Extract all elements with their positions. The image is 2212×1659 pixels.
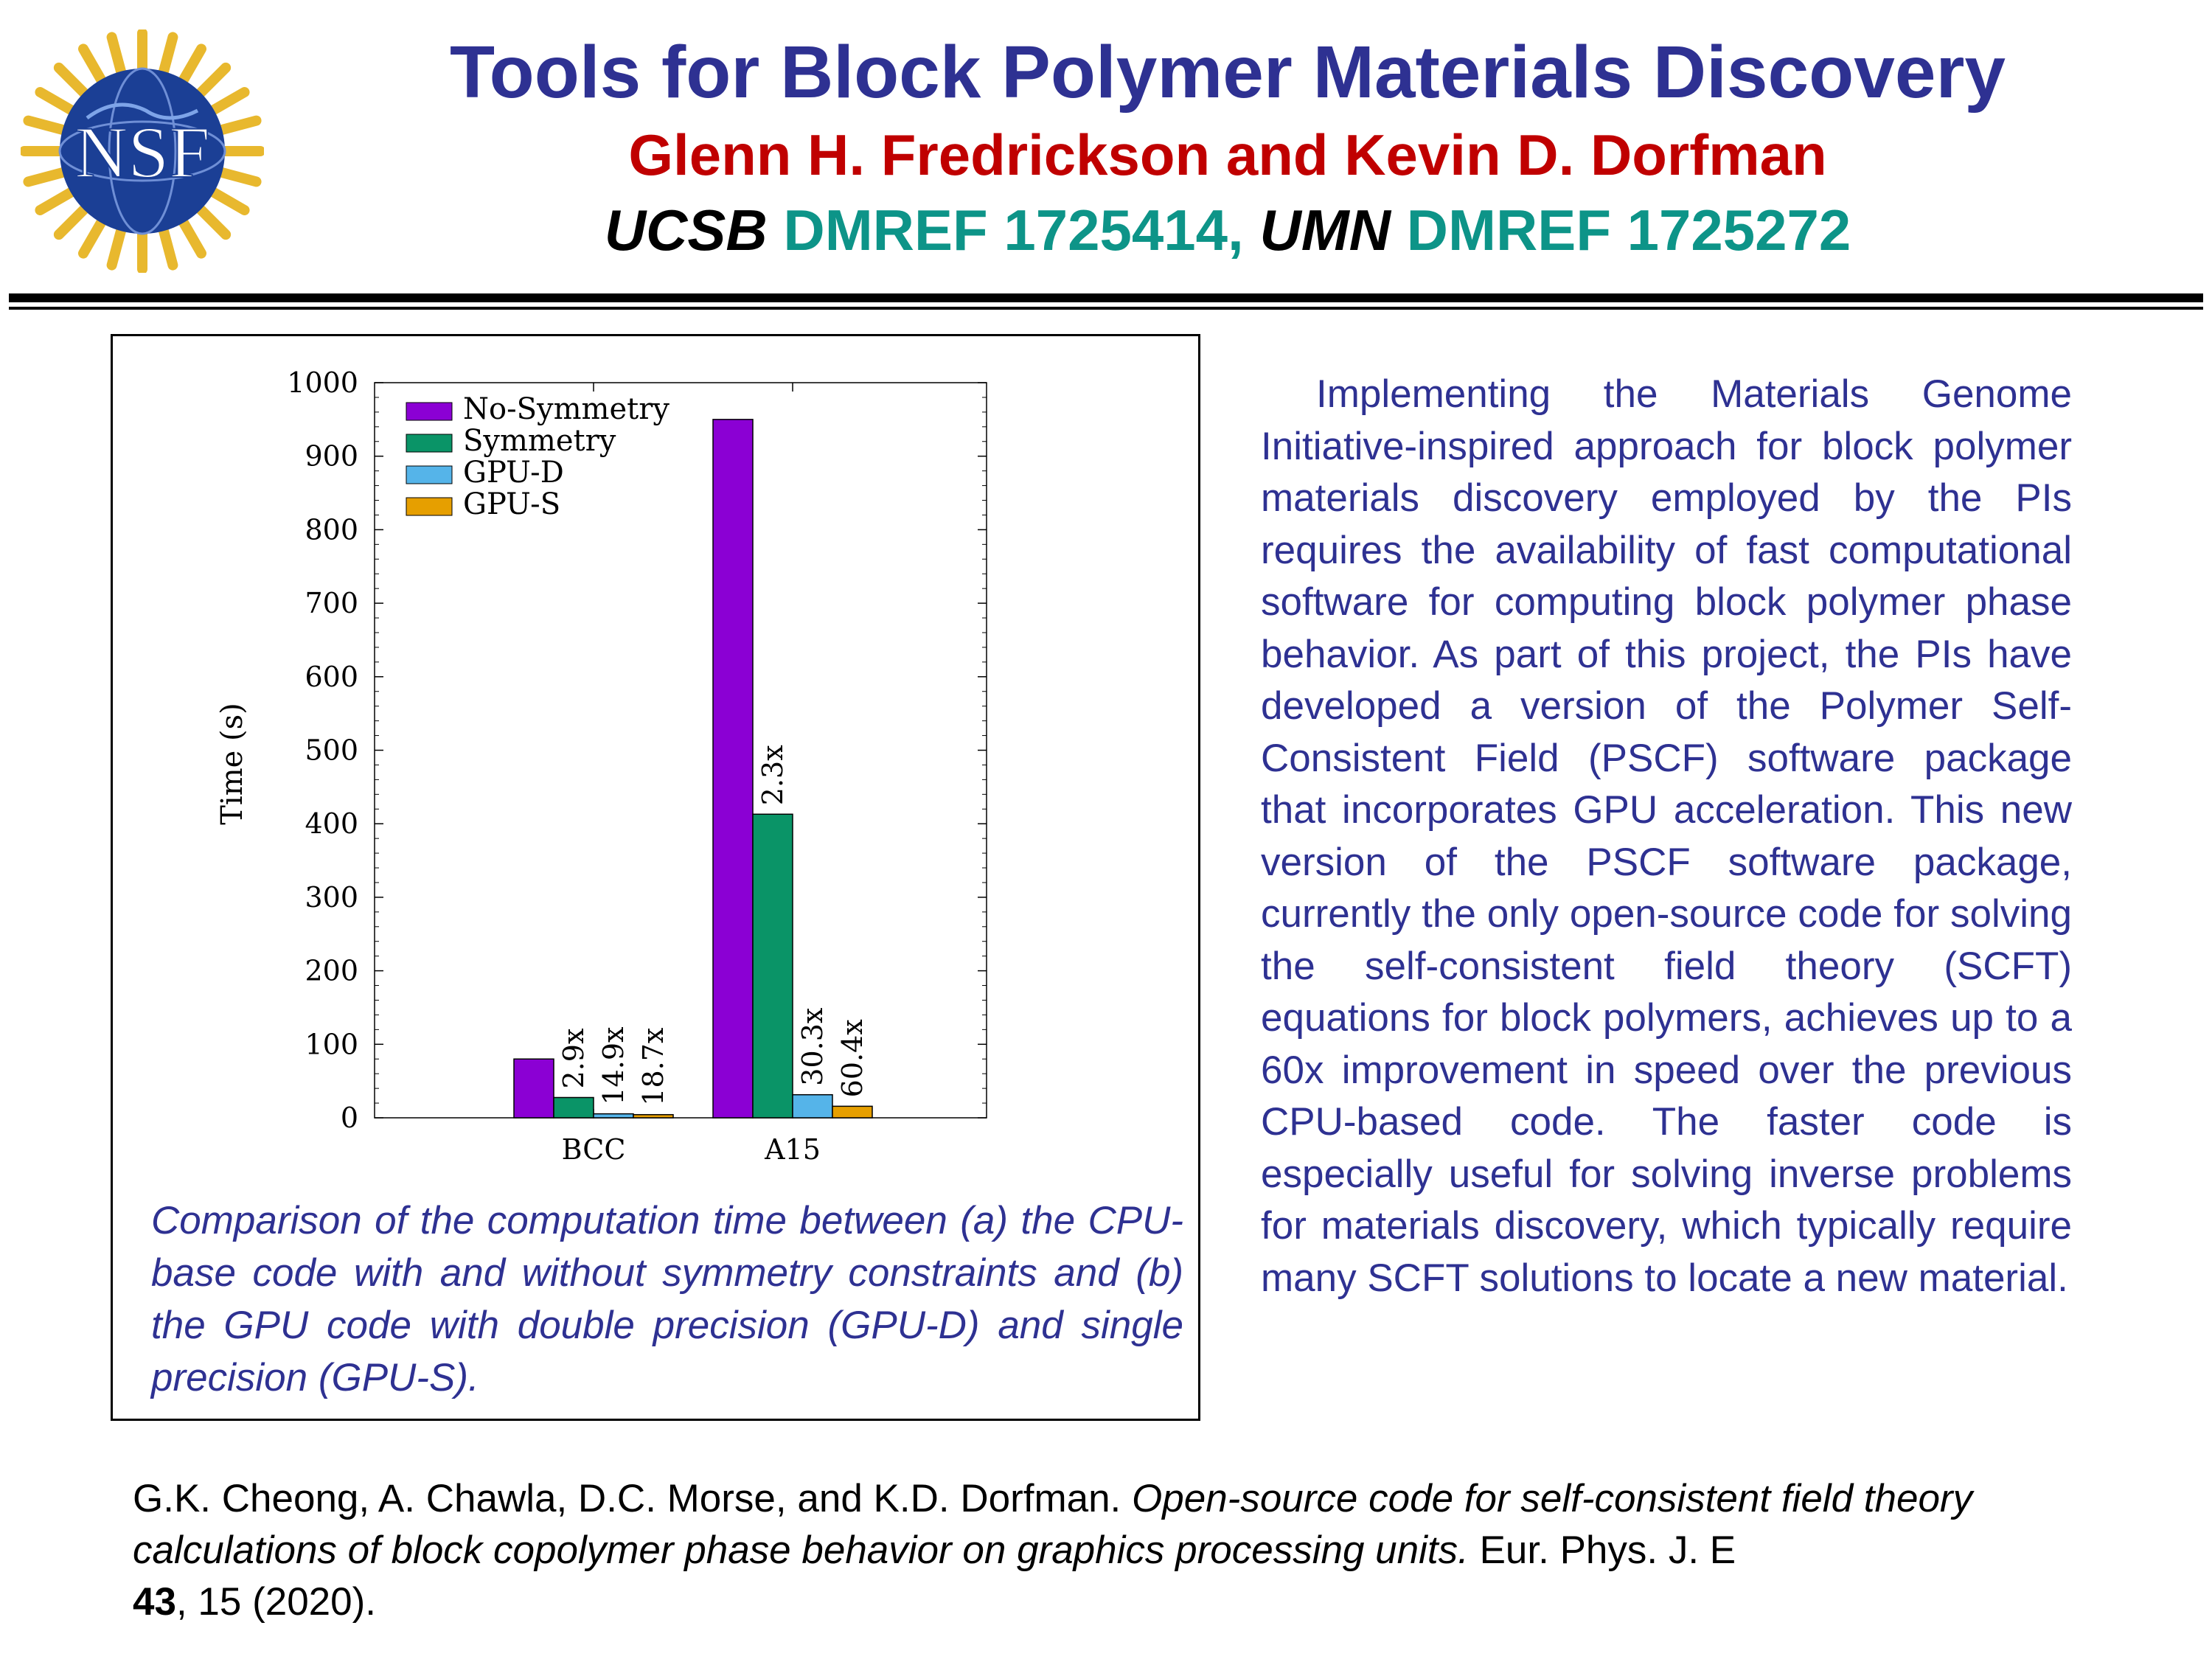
data-label: 14.9x [597,1026,630,1105]
data-label: 18.7x [637,1027,669,1106]
logo-ray [112,37,122,74]
x-tick-label: BCC [561,1133,626,1166]
y-tick-label: 600 [305,660,358,693]
legend-swatch [406,466,452,484]
data-label: 30.3x [796,1007,829,1086]
reference-volume: 43 [133,1580,176,1624]
bar [793,1095,832,1118]
figure-caption: Comparison of the computation time between (a) the CPU-base code with and without symmetry constraints and (b) the GPU code with double precision (GPU-D) and single precision (GPU-S). [151,1199,1183,1399]
legend-label: GPU-S [463,487,561,521]
data-label: 60.4x [836,1019,869,1098]
y-tick-label: 500 [305,734,358,767]
bar [832,1106,872,1118]
chart-ticks [287,366,987,1134]
header-rule-thick [9,293,2203,302]
description-text: Implementing the Materials Genome Initiative-inspired approach for block polymer materials discovery employed by the PIs requires the availability of fast computational software for computing block polymer phase behavior. As part of this project, the PIs have developed a version of the Polymer Self-Consistent Field (PSCF) software package that incorporates GPU acceleration. This new version of the PSCF software package, currently the only open-source code for solving the self-consistent field theory (SCFT) equations for block polymers, achieves up to a 60x improvement in speed over the previous CPU-based code. The faster code is especially useful for solving inverse problems for materials discovery, which typically require many SCFT solutions to locate a new material. [1261,372,2072,1300]
legend-label: GPU-D [463,456,564,490]
nsf-logo [21,29,264,273]
logo-ray [198,68,226,95]
logo-ray [83,49,102,82]
logo-ray [59,207,86,234]
data-label: 2.9x [557,1028,590,1089]
y-tick-label: 100 [305,1028,358,1061]
page-title: Tools for Block Polymer Materials Discovery [449,31,2006,114]
bar [713,420,753,1118]
bar [514,1059,554,1118]
logo-ray [28,172,65,181]
bar [753,814,793,1118]
logo-text: NSF [74,111,210,193]
logo-ray [198,207,226,234]
y-tick-label: 1000 [287,366,358,399]
logo-ray [212,191,245,210]
header-rule-thin [9,307,2203,310]
reference-journal: Eur. Phys. J. E [1479,1528,1736,1572]
x-tick-label: A15 [765,1133,821,1166]
y-tick-label: 800 [305,513,358,546]
grant-institution: UCSB [604,198,768,262]
y-tick-label: 900 [305,439,358,473]
logo-ray [182,49,201,82]
logo-ray [40,92,73,111]
y-tick-label: 0 [340,1102,358,1134]
bar [554,1097,594,1118]
legend-swatch [406,434,452,452]
logo-ray [83,220,102,254]
reference-authors: G.K. Cheong, A. Chawla, D.C. Morse, and K.D. Dorfman. [133,1477,1121,1520]
y-axis-label: Time (s) [215,703,249,825]
reference-title: Open-source code for self-consistent field theory calculations of block copolymer phase behavior on graphics processing units. [133,1477,1973,1572]
logo-ray [59,68,86,95]
legend-label: No-Symmetry [463,392,669,426]
data-label: 2.3x [757,745,789,806]
logo-ray [40,191,73,210]
legend-label: Symmetry [463,424,616,458]
legend-swatch [406,403,452,420]
logo-ray [219,121,256,131]
logo-ray [163,37,173,74]
grant-number: DMREF 1725272 [1406,198,1851,262]
reference [133,1473,2124,1628]
reference-pages-year: , 15 (2020). [175,1580,377,1624]
y-tick-label: 200 [305,954,358,987]
logo-ray [28,121,65,131]
bar [594,1114,633,1118]
grant-line [310,193,2146,267]
bar-chart [113,336,1198,1192]
y-tick-label: 700 [305,587,358,620]
authors: Glenn H. Fredrickson and Kevin D. Dorfman [628,122,1827,187]
chart-legend [406,392,669,521]
grant-institution: UMN [1259,198,1391,262]
logo-ray [163,228,173,265]
logo-ray [182,220,201,254]
logo-ray [219,172,256,181]
logo-ray [112,228,122,265]
y-tick-label: 300 [305,880,358,914]
legend-swatch [406,498,452,515]
bar [633,1115,673,1118]
logo-ray [212,92,245,111]
y-tick-label: 400 [305,807,358,841]
grant-number: DMREF 1725414, [783,198,1244,262]
